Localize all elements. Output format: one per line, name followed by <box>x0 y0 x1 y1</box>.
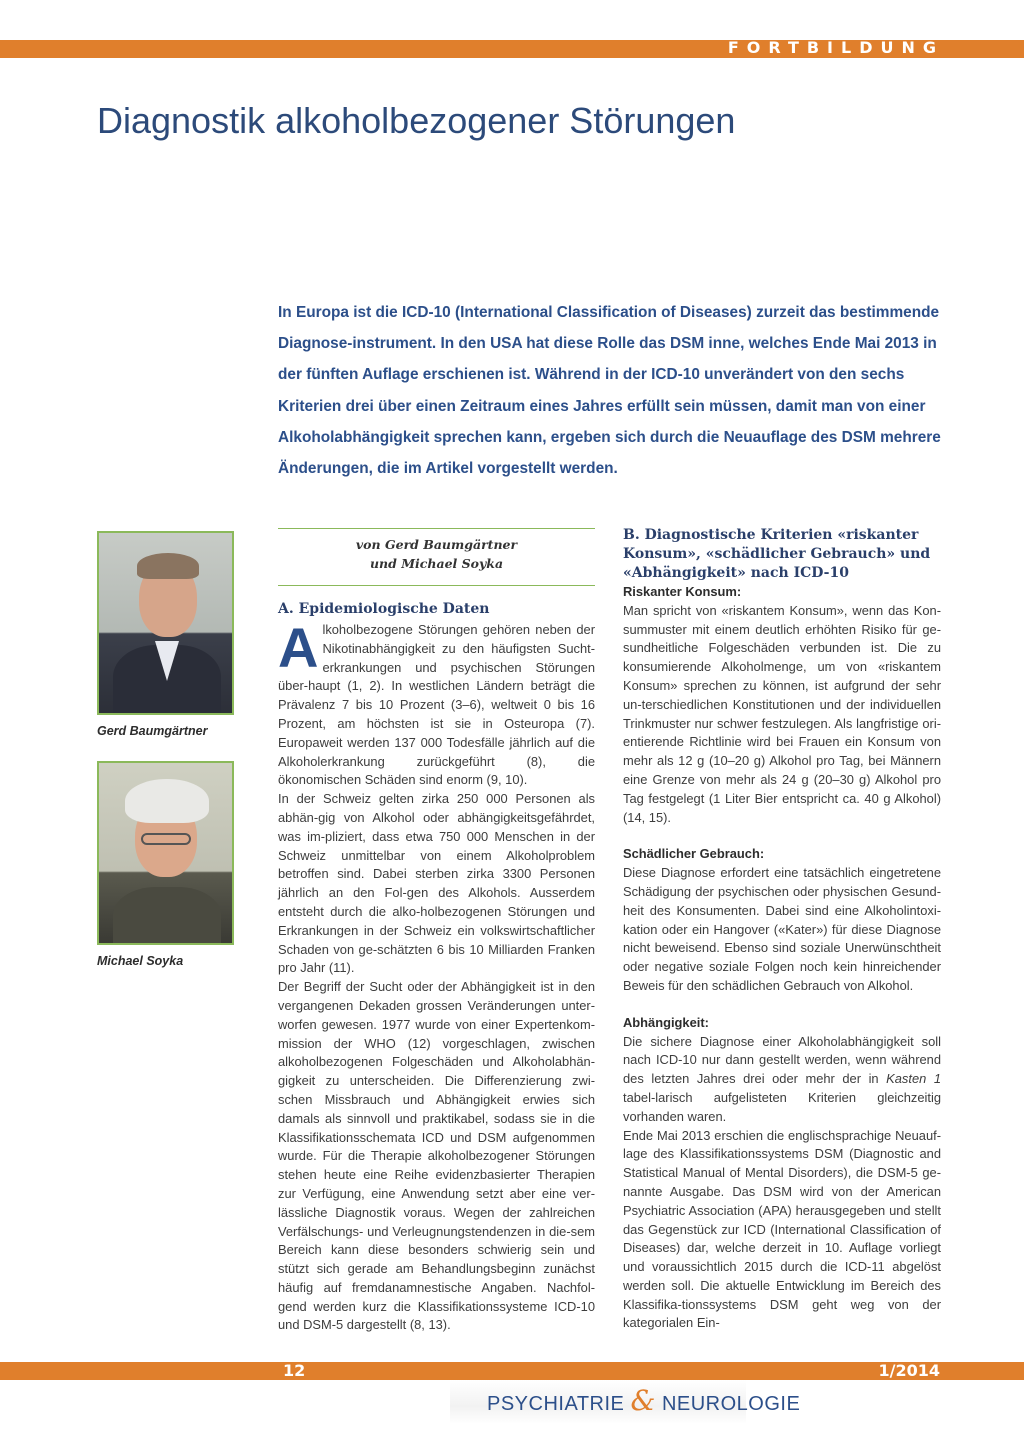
portrait-shape <box>137 553 199 579</box>
byline-box <box>278 528 595 586</box>
column-2 <box>623 526 941 1333</box>
section-heading-b: B. Diagnostische Kriterien «riskanter Konsum», «schädlicher Gebrauch» und «Abhängigkeit» nach ICD-10 <box>623 527 931 581</box>
paragraph-text: tabel-larisch aufgelisteten Kriterien gleichzeitig vorhanden waren. <box>623 1089 941 1124</box>
paragraph: Man spricht von «riskantem Konsum», wenn das Kon-summuster mit einem deutlich erhöhten Risiko für ge-sundheitliche Folgeschäden verbunden ist. Die zu konsumierende Alkoholmenge, um von «riskantem Konsum» sprechen zu können, ist aufgrund der sehr un-terschiedlichen Konstitutionen und der individuellen Trinkmuster nur schwer festzulegen. Als langfristige ori-entierende Richtlinie wird bei Frauen ein Konsum von mehr als 12 g (10–20 g) Alkohol pro Tag, bei Männern eine Grenze von mehr als 24 g (20–30 g) Alkohol pro Tag festgelegt (1 Liter Bier entspricht ca. 40 g Alkohol) (14, 15). <box>623 602 941 825</box>
footer-bar <box>0 1362 1024 1380</box>
byline-line-1: von Gerd Baumgärtner <box>355 537 518 552</box>
page-number: 12 <box>283 1361 306 1380</box>
logo-word-left: PSYCHIATRIE <box>487 1393 625 1415</box>
paragraph-text: Die sichere Diagnose einer Alkoholabhängigkeit soll nach ICD-10 nur dann gestellt werden, wenn während des letzten Jahres drei oder mehr der in <box>623 1033 941 1087</box>
paragraph: Diese Diagnose erfordert eine tatsächlich eingetretene Schädigung der psychischen oder physischen Gesund-heit des Konsumenten. Dabei sind eine Alkoholintoxi-kation oder ein Hangover («Kater») für diese Diagnose nicht beweisend. Ebenso sind soziale Unerwünschtheit oder negative soziale Folgen noch kein hinreichender Beweis für den schädlichen Gebrauch von Alkohol. <box>623 865 941 993</box>
subheading: Riskanter Konsum: <box>623 584 742 599</box>
issue-number: 1/2014 <box>878 1361 940 1380</box>
author-caption-soyka: Michael Soyka <box>97 954 184 968</box>
paragraph: Ende Mai 2013 erschien die englischsprachige Neuauf-lage des Klassifikationssystems DSM (Diagnostic and Statistical Manual of Mental Disorders), die DSM-5 ge-nannte Ausgabe. Das DSM wird von der American Psychiatric Association (APA) herausgegeben und stellt das Gegenstück zur ICD (International Classification of Diseases) dar, welche derzeit in 10. Auflage vorliegt und voraussichtlich 2015 durch die ICD-11 abgelöst werden soll. Die aktuelle Entwicklung im Bereich des Klassifika-tionssystems DSM geht weg von der kategorialen Ein- <box>623 1127 941 1331</box>
paragraph <box>278 616 595 790</box>
subheading: Abhängigkeit: <box>623 1014 709 1030</box>
paragraph: In der Schweiz gelten zirka 250 000 Personen als abhän-gig von Alkohol oder abhängigkeitsgefährdet, was im-pliziert, dass etwa 750 000 Menschen in der Schweiz unmittelbar von einem Alkoholproblem betroffen sind. Dabei sterben zirka 3300 Personen jährlich an den Fol-gen des Alkohols. Ausserdem entsteht durch die alko-holbezogenen Störungen und Erkrankungen in der Schweiz ein volkswirtschaftlicher Schaden von ge-schätzten 6 bis 10 Milliarden Franken pro Jahr (11). <box>278 791 595 976</box>
author-photo-baumgaertner <box>97 531 234 715</box>
section-label: FORTBILDUNG <box>727 38 944 57</box>
column-1 <box>278 600 595 1335</box>
spacer <box>623 827 941 845</box>
paragraph <box>623 1033 941 1127</box>
spacer <box>623 996 941 1014</box>
box-reference: Kasten 1 <box>886 1071 942 1087</box>
portrait-shape <box>125 779 209 823</box>
author-caption-baumgaertner: Gerd Baumgärtner <box>97 724 208 738</box>
portrait-shape <box>141 833 191 845</box>
drop-cap: A <box>278 616 319 679</box>
journal-logo <box>487 1384 800 1417</box>
subheading: Schädlicher Gebrauch: <box>623 846 765 862</box>
byline <box>278 535 595 573</box>
logo-word-right: NEUROLOGIE <box>661 1393 801 1415</box>
article-title: Diagnostik alkoholbezogener Störungen <box>97 100 736 141</box>
byline-line-2: und Michael Soyka <box>369 556 504 571</box>
article-lead: In Europa ist die ICD-10 (International Classification of Diseases) zurzeit das bestimmende Diagnose-instrument. In den USA hat diese Rolle das DSM inne, welches Ende Mai 2013 in der fünften Auflage erschienen ist. Während in der ICD-10 unverändert von den sechs Kriterien drei über einen Zeitraum eines Jahres erfüllt sein müssen, damit man von einer Alkoholabhängigkeit sprechen kann, ergeben sich durch die Neuauflage des DSM mehrere Änderungen, die im Artikel vorgestellt werden. <box>278 304 941 478</box>
paragraph: Der Begriff der Sucht oder der Abhängigkeit ist in den vergangenen Dekaden grossen Veränderungen unter-worfen gewesen. 1977 wurde von einer Expertenkom-mission der WHO (12) vorgeschlagen, zwischen alkoholbezogenen Folgeschäden und Alkoholabhän-gigkeit zu unterscheiden. Die Differenzierung zwi-schen Missbrauch und Abhängigkeit erwies sich damals als sinnvoll und praktikabel, sodass sie in die Klassifikationsschemata ICD und DSM aufgenommen wurde. Für die Therapie alkoholbezogener Störungen stehen heute eine Reihe evidenzbasierter Therapien zur Verfügung, eine Anwendung setzt aber eine ver-lässliche Diagnostik voraus. Wegen der zahlreichen Verfälschungs- und Verleugnungstendenzen in die-sem Bereich kann diese besonders schwierig sein und stützt sich gerade am Behandlungsbeginn zunächst häufig auf fremdanamnestische Angaben. Nachfol-gend werden kurz die Klassifikationssysteme ICD-10 und DSM-5 dargestellt (8, 13). <box>278 979 595 1333</box>
section-heading-a: A. Epidemiologische Daten <box>278 601 490 617</box>
logo-ampersand: & <box>630 1384 656 1417</box>
paragraph-text: lkoholbezogene Störungen gehören neben der Nikotinabhängigkeit zu den häufigsten Sucht-erkrankungen und psychischen Störungen über-haupt (1, 2). In westlichen Ländern beträgt die Prävalenz 7 bis 10 Prozent (3–6), weltweit 0 bis 16 Prozent, am höchsten ist sie in Osteuropa (7). Europaweit werden 137 000 Todesfälle jährlich auf die Alkoholerkrankung zurückgeführt (8), die ökonomischen Schäden sind enorm (9, 10). <box>278 622 595 788</box>
author-photo-soyka <box>97 761 234 945</box>
portrait-shape <box>113 887 221 945</box>
